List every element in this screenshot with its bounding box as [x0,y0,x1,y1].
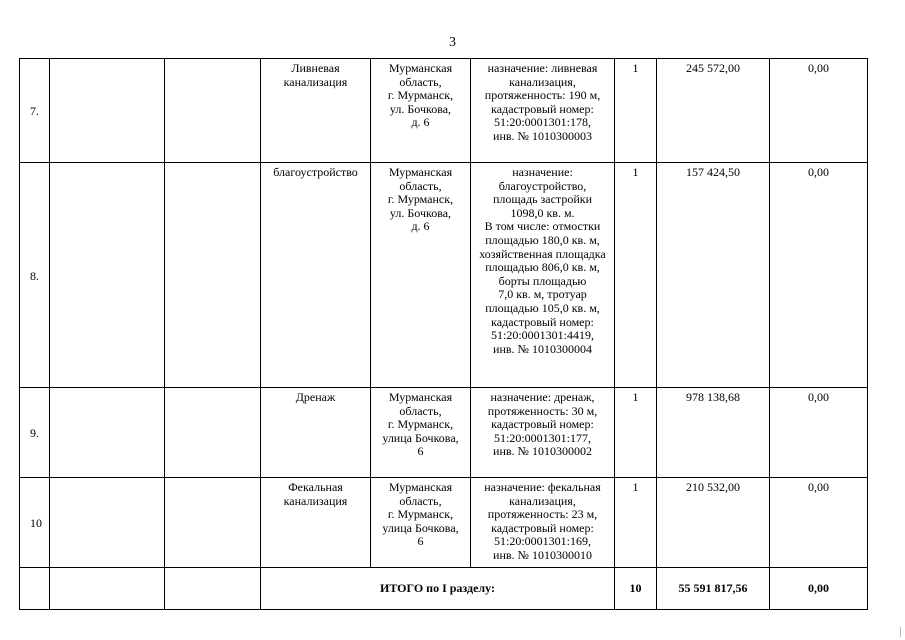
row-number: 7. [20,59,50,163]
object-cost: 978 138,68 [657,388,770,478]
object-address: Мурманская область, г. Мурманск, улица Бочкова, 6 [371,388,471,478]
empty-cell [50,59,165,163]
total-cost: 55 591 817,56 [657,568,770,610]
object-cost: 210 532,00 [657,478,770,568]
object-quantity: 1 [615,163,657,388]
total-row [20,568,868,610]
empty-cell [165,478,261,568]
empty-cell [50,568,165,610]
empty-cell [165,388,261,478]
object-address: Мурманская область, г. Мурманск, ул. Бочкова, д. 6 [371,163,471,388]
object-address: Мурманская область, г. Мурманск, ул. Бочкова, д. 6 [371,59,471,163]
object-cost: 245 572,00 [657,59,770,163]
empty-cell [50,163,165,388]
object-quantity: 1 [615,388,657,478]
row-number: 9. [20,388,50,478]
object-residual-value: 0,00 [770,59,868,163]
object-residual-value: 0,00 [770,478,868,568]
object-description: назначение: благоустройство, площадь застройки 1098,0 кв. м. В том числе: отмостки площадью 180,0 кв. м, хозяйственная площадка площадью 806,0 кв. м, борты площадью 7,0 кв. м, тротуар площадью 105,0 кв. м, кадастровый номер: 51:20:0001301:4419, инв. № 1010300004 [471,163,615,388]
object-name: благоустройство [261,163,371,388]
row-number: 10 [20,478,50,568]
empty-cell [165,568,261,610]
table-row [20,478,868,568]
empty-cell [20,568,50,610]
scan-edge-mark [900,627,901,637]
total-label: ИТОГО по I разделу: [261,568,615,610]
total-residual-value: 0,00 [770,568,868,610]
empty-cell [165,59,261,163]
page-number: 3 [449,35,456,50]
object-quantity: 1 [615,59,657,163]
object-address: Мурманская область, г. Мурманск, улица Бочкова, 6 [371,478,471,568]
object-description: назначение: фекальная канализация, протяженность: 23 м, кадастровый номер: 51:20:0001301:169, инв. № 1010300010 [471,478,615,568]
object-cost: 157 424,50 [657,163,770,388]
object-description: назначение: дренаж, протяженность: 30 м, кадастровый номер: 51:20:0001301:177, инв. № 1010300002 [471,388,615,478]
object-name: Фекальная канализация [261,478,371,568]
table-row [20,388,868,478]
property-register-table [19,58,868,610]
object-name: Дренаж [261,388,371,478]
total-quantity: 10 [615,568,657,610]
object-quantity: 1 [615,478,657,568]
object-residual-value: 0,00 [770,163,868,388]
table-row [20,59,868,163]
table-row [20,163,868,388]
row-number: 8. [20,163,50,388]
empty-cell [165,163,261,388]
empty-cell [50,388,165,478]
object-name: Ливневая канализация [261,59,371,163]
object-residual-value: 0,00 [770,388,868,478]
empty-cell [50,478,165,568]
object-description: назначение: ливневая канализация, протяженность: 190 м, кадастровый номер: 51:20:0001301:178, инв. № 1010300003 [471,59,615,163]
